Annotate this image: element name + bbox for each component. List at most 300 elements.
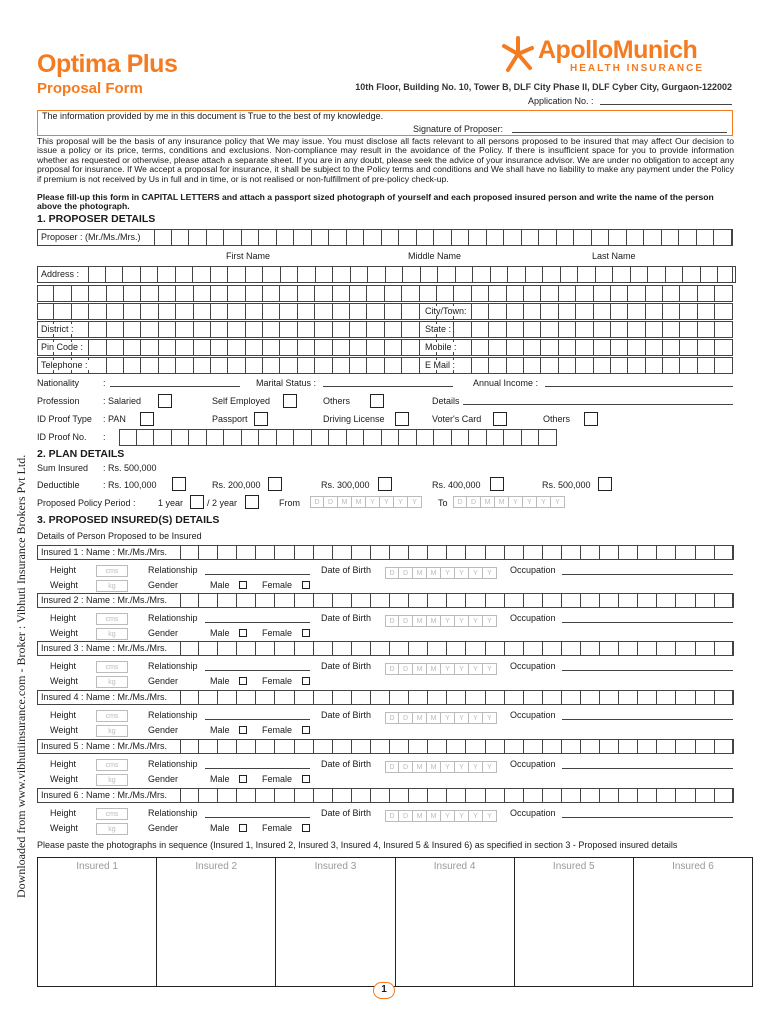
grid-cell[interactable] [37, 303, 54, 320]
grid-cell[interactable] [472, 339, 489, 356]
grid-cell[interactable] [390, 545, 409, 560]
grid-cell[interactable] [486, 788, 505, 803]
grid-cell[interactable] [402, 321, 419, 338]
grid-cell[interactable] [559, 303, 576, 320]
grid-cell[interactable] [524, 788, 543, 803]
grid-cell[interactable] [176, 285, 193, 302]
grid-cell[interactable] [718, 266, 736, 283]
grid-cell[interactable] [176, 321, 193, 338]
grid-cell[interactable] [619, 690, 638, 705]
grid-cell[interactable] [329, 229, 347, 246]
date-cell[interactable]: Y [469, 567, 483, 579]
grid-cell[interactable] [505, 739, 524, 754]
grid-cell[interactable] [189, 429, 207, 446]
grid-cell[interactable] [141, 321, 158, 338]
address-grid-2[interactable] [37, 285, 733, 302]
grid-cell[interactable] [207, 229, 225, 246]
details-field[interactable] [463, 404, 733, 405]
occupation-field[interactable] [562, 622, 733, 623]
grid-cell[interactable] [364, 229, 382, 246]
height-field[interactable]: cms [96, 661, 128, 673]
grid-cell[interactable] [487, 229, 505, 246]
grid-cell[interactable] [172, 429, 190, 446]
grid-cell[interactable] [420, 285, 437, 302]
grid-cell[interactable] [486, 545, 505, 560]
grid-cell[interactable] [662, 229, 680, 246]
grid-cell[interactable] [294, 429, 312, 446]
grid-cell[interactable] [428, 690, 447, 705]
grid-cell[interactable] [507, 321, 524, 338]
grid-cell[interactable] [333, 641, 352, 656]
grid-cell[interactable] [657, 739, 676, 754]
dob-field[interactable] [385, 663, 497, 675]
grid-cell[interactable] [180, 788, 199, 803]
grid-cell[interactable] [312, 429, 330, 446]
grid-cell[interactable] [180, 641, 199, 656]
grid-cell[interactable] [277, 429, 295, 446]
grid-cell[interactable] [562, 788, 581, 803]
grid-cell[interactable] [657, 545, 676, 560]
grid-cell[interactable] [329, 429, 347, 446]
grid-cell[interactable] [367, 285, 384, 302]
grid-cell[interactable] [315, 357, 332, 374]
grid-cell[interactable] [224, 229, 242, 246]
grid-cell[interactable] [367, 303, 384, 320]
grid-cell[interactable] [715, 788, 734, 803]
grid-cell[interactable] [295, 545, 314, 560]
grid-cell[interactable] [456, 266, 474, 283]
grid-cell[interactable] [697, 229, 715, 246]
grid-cell[interactable] [539, 429, 557, 446]
grid-cell[interactable] [421, 266, 439, 283]
grid-cell[interactable] [543, 545, 562, 560]
male-checkbox[interactable] [239, 581, 247, 589]
grid-cell[interactable] [541, 285, 558, 302]
date-cell[interactable]: Y [483, 567, 497, 579]
relationship-field[interactable] [205, 817, 310, 818]
grid-cell[interactable] [489, 303, 506, 320]
date-cell[interactable]: Y [441, 761, 455, 773]
grid-cell[interactable] [180, 690, 199, 705]
grid-cell[interactable] [371, 690, 390, 705]
signature-field[interactable] [512, 132, 727, 133]
grid-cell[interactable] [447, 545, 466, 560]
grid-cell[interactable] [172, 229, 190, 246]
date-cell[interactable]: M [427, 615, 441, 627]
grid-cell[interactable] [559, 285, 576, 302]
grid-cell[interactable] [466, 739, 485, 754]
grid-cell[interactable] [504, 229, 522, 246]
grid-cell[interactable] [581, 690, 600, 705]
grid-cell[interactable] [333, 739, 352, 754]
driving-license-checkbox[interactable] [395, 412, 409, 426]
marital-status-field[interactable] [323, 386, 453, 387]
date-cell[interactable]: Y [523, 496, 537, 508]
grid-cell[interactable] [385, 321, 402, 338]
height-field[interactable]: cms [96, 710, 128, 722]
grid-cell[interactable] [371, 593, 390, 608]
grid-cell[interactable] [314, 545, 333, 560]
grid-cell[interactable] [367, 357, 384, 374]
date-cell[interactable]: Y [366, 496, 380, 508]
grid-cell[interactable] [159, 357, 176, 374]
grid-cell[interactable] [628, 303, 645, 320]
grid-cell[interactable] [218, 641, 237, 656]
grid-cell[interactable] [237, 739, 256, 754]
grid-cell[interactable] [663, 285, 680, 302]
grid-cell[interactable] [524, 357, 541, 374]
grid-cell[interactable] [466, 788, 485, 803]
grid-cell[interactable] [486, 690, 505, 705]
grid-cell[interactable] [199, 593, 218, 608]
grid-cell[interactable] [218, 545, 237, 560]
grid-cell[interactable] [298, 339, 315, 356]
occupation-field[interactable] [562, 817, 733, 818]
grid-cell[interactable] [124, 321, 141, 338]
grid-cell[interactable] [333, 339, 350, 356]
grid-cell[interactable] [611, 357, 628, 374]
grid-cell[interactable] [715, 641, 734, 656]
grid-cell[interactable] [314, 739, 333, 754]
grid-cell[interactable] [676, 739, 695, 754]
date-cell[interactable]: Y [483, 615, 497, 627]
grid-cell[interactable] [180, 545, 199, 560]
grid-cell[interactable] [524, 593, 543, 608]
grid-cell[interactable] [385, 285, 402, 302]
grid-cell[interactable] [594, 339, 611, 356]
grid-cell[interactable] [541, 339, 558, 356]
grid-cell[interactable] [447, 641, 466, 656]
grid-cell[interactable] [594, 321, 611, 338]
photo-box[interactable]: Insured 1 [76, 861, 118, 872]
relationship-field[interactable] [205, 670, 310, 671]
dob-field[interactable] [385, 761, 497, 773]
grid-cell[interactable] [559, 339, 576, 356]
grid-cell[interactable] [199, 788, 218, 803]
grid-cell[interactable] [89, 339, 106, 356]
date-cell[interactable]: M [352, 496, 366, 508]
grid-cell[interactable] [505, 641, 524, 656]
grid-cell[interactable] [663, 321, 680, 338]
grid-cell[interactable] [524, 339, 541, 356]
grid-cell[interactable] [54, 303, 71, 320]
grid-cell[interactable] [539, 229, 557, 246]
date-cell[interactable]: Y [483, 810, 497, 822]
female-checkbox[interactable] [302, 726, 310, 734]
date-cell[interactable]: Y [455, 663, 469, 675]
grid-cell[interactable] [628, 321, 645, 338]
grid-cell[interactable] [259, 429, 277, 446]
self-employed-checkbox[interactable] [283, 394, 297, 408]
grid-cell[interactable] [72, 285, 89, 302]
grid-cell[interactable] [312, 229, 330, 246]
grid-cell[interactable] [663, 357, 680, 374]
grid-cell[interactable] [696, 788, 715, 803]
voters-card-checkbox[interactable] [493, 412, 507, 426]
grid-cell[interactable] [409, 788, 428, 803]
date-cell[interactable]: Y [537, 496, 551, 508]
nationality-field[interactable] [110, 386, 240, 387]
grid-cell[interactable] [487, 429, 505, 446]
grid-cell[interactable] [619, 788, 638, 803]
date-cell[interactable]: M [413, 663, 427, 675]
grid-cell[interactable] [576, 339, 593, 356]
date-cell[interactable]: Y [551, 496, 565, 508]
grid-cell[interactable] [189, 229, 207, 246]
deductible-100k-checkbox[interactable] [172, 477, 186, 491]
grid-cell[interactable] [454, 321, 471, 338]
date-cell[interactable]: Y [483, 761, 497, 773]
grid-cell[interactable] [454, 339, 471, 356]
grid-cell[interactable] [466, 593, 485, 608]
grid-cell[interactable] [390, 641, 409, 656]
grid-cell[interactable] [619, 593, 638, 608]
grid-cell[interactable] [714, 229, 732, 246]
grid-cell[interactable] [72, 303, 89, 320]
date-cell[interactable]: D [399, 663, 413, 675]
grid-cell[interactable] [211, 357, 228, 374]
grid-cell[interactable] [454, 285, 471, 302]
grid-cell[interactable] [368, 266, 386, 283]
relationship-field[interactable] [205, 719, 310, 720]
grid-cell[interactable] [543, 788, 562, 803]
grid-cell[interactable] [333, 545, 352, 560]
grid-cell[interactable] [472, 357, 489, 374]
grid-cell[interactable] [631, 266, 649, 283]
grid-cell[interactable] [333, 266, 351, 283]
grid-cell[interactable] [559, 321, 576, 338]
grid-cell[interactable] [275, 545, 294, 560]
grid-cell[interactable] [402, 339, 419, 356]
deductible-300k-checkbox[interactable] [378, 477, 392, 491]
height-field[interactable]: cms [96, 613, 128, 625]
grid-cell[interactable] [352, 641, 371, 656]
grid-cell[interactable] [107, 303, 124, 320]
grid-cell[interactable] [581, 593, 600, 608]
date-cell[interactable]: Y [509, 496, 523, 508]
photo-box[interactable]: Insured 6 [633, 858, 752, 986]
date-cell[interactable]: Y [441, 615, 455, 627]
grid-cell[interactable] [350, 321, 367, 338]
grid-cell[interactable] [246, 339, 263, 356]
insured-name-grid[interactable] [180, 788, 734, 803]
grid-cell[interactable] [315, 321, 332, 338]
grid-cell[interactable] [218, 788, 237, 803]
grid-cell[interactable] [627, 229, 645, 246]
grid-cell[interactable] [295, 788, 314, 803]
occupation-field[interactable] [562, 768, 733, 769]
grid-cell[interactable] [696, 690, 715, 705]
grid-cell[interactable] [646, 357, 663, 374]
date-cell[interactable]: Y [455, 615, 469, 627]
grid-cell[interactable] [657, 690, 676, 705]
grid-cell[interactable] [507, 303, 524, 320]
grid-cell[interactable] [333, 357, 350, 374]
grid-cell[interactable] [715, 285, 732, 302]
date-cell[interactable]: D [310, 496, 324, 508]
grid-cell[interactable] [403, 266, 421, 283]
pin-grid[interactable] [37, 339, 733, 356]
grid-cell[interactable] [386, 266, 404, 283]
grid-cell[interactable] [505, 690, 524, 705]
grid-cell[interactable] [638, 641, 657, 656]
grid-cell[interactable] [638, 739, 657, 754]
address-grid-3[interactable] [37, 303, 733, 320]
grid-cell[interactable] [390, 739, 409, 754]
grid-cell[interactable] [316, 266, 334, 283]
grid-cell[interactable] [600, 739, 619, 754]
grid-cell[interactable] [437, 285, 454, 302]
grid-cell[interactable] [680, 321, 697, 338]
grid-cell[interactable] [371, 788, 390, 803]
grid-cell[interactable] [409, 690, 428, 705]
grid-cell[interactable] [107, 285, 124, 302]
grid-cell[interactable] [489, 357, 506, 374]
grid-cell[interactable] [676, 690, 695, 705]
grid-cell[interactable] [263, 339, 280, 356]
grid-cell[interactable] [199, 739, 218, 754]
grid-cell[interactable] [207, 429, 225, 446]
grid-cell[interactable] [680, 285, 697, 302]
grid-cell[interactable] [89, 357, 106, 374]
weight-field[interactable]: kg [96, 725, 128, 737]
grid-cell[interactable] [611, 339, 628, 356]
grid-cell[interactable] [176, 357, 193, 374]
grid-cell[interactable] [211, 303, 228, 320]
grid-cell[interactable] [141, 339, 158, 356]
telephone-grid[interactable] [37, 357, 733, 374]
grid-cell[interactable] [280, 285, 297, 302]
grid-cell[interactable] [154, 229, 172, 246]
grid-cell[interactable] [600, 788, 619, 803]
female-checkbox[interactable] [302, 629, 310, 637]
grid-cell[interactable] [524, 303, 541, 320]
profession-others-checkbox[interactable] [370, 394, 384, 408]
grid-cell[interactable] [228, 321, 245, 338]
grid-cell[interactable] [417, 429, 435, 446]
grid-cell[interactable] [277, 229, 295, 246]
grid-cell[interactable] [263, 321, 280, 338]
grid-cell[interactable] [696, 739, 715, 754]
date-cell[interactable]: Y [441, 663, 455, 675]
grid-cell[interactable] [524, 321, 541, 338]
photo-box[interactable]: Insured 4 [395, 858, 514, 986]
grid-cell[interactable] [701, 266, 719, 283]
grid-cell[interactable] [224, 429, 242, 446]
date-cell[interactable]: M [413, 567, 427, 579]
grid-cell[interactable] [228, 303, 245, 320]
grid-cell[interactable] [676, 545, 695, 560]
grid-cell[interactable] [648, 266, 666, 283]
grid-cell[interactable] [600, 690, 619, 705]
grid-cell[interactable] [352, 788, 371, 803]
grid-cell[interactable] [657, 788, 676, 803]
date-cell[interactable]: D [399, 567, 413, 579]
grid-cell[interactable] [680, 357, 697, 374]
grid-cell[interactable] [295, 690, 314, 705]
date-cell[interactable]: Y [455, 567, 469, 579]
grid-cell[interactable] [628, 357, 645, 374]
grid-cell[interactable] [295, 739, 314, 754]
grid-cell[interactable] [576, 303, 593, 320]
grid-cell[interactable] [298, 321, 315, 338]
grid-cell[interactable] [698, 321, 715, 338]
grid-cell[interactable] [409, 739, 428, 754]
grid-cell[interactable] [486, 641, 505, 656]
grid-cell[interactable] [237, 690, 256, 705]
insured-name-grid[interactable] [180, 690, 734, 705]
grid-cell[interactable] [592, 229, 610, 246]
grid-cell[interactable] [371, 545, 390, 560]
grid-cell[interactable] [315, 303, 332, 320]
grid-cell[interactable] [89, 285, 106, 302]
grid-cell[interactable] [123, 266, 141, 283]
grid-cell[interactable] [524, 641, 543, 656]
grid-cell[interactable] [371, 641, 390, 656]
height-field[interactable]: cms [96, 808, 128, 820]
grid-cell[interactable] [541, 303, 558, 320]
grid-cell[interactable] [466, 641, 485, 656]
grid-cell[interactable] [218, 593, 237, 608]
date-cell[interactable]: D [399, 615, 413, 627]
grid-cell[interactable] [663, 303, 680, 320]
grid-cell[interactable] [298, 285, 315, 302]
grid-cell[interactable] [628, 339, 645, 356]
grid-cell[interactable] [399, 229, 417, 246]
grid-cell[interactable] [385, 303, 402, 320]
grid-cell[interactable] [315, 339, 332, 356]
dob-field[interactable] [385, 615, 497, 627]
grid-cell[interactable] [350, 339, 367, 356]
grid-cell[interactable] [628, 285, 645, 302]
grid-cell[interactable] [242, 229, 260, 246]
grid-cell[interactable] [562, 690, 581, 705]
grid-cell[interactable] [619, 545, 638, 560]
grid-cell[interactable] [409, 545, 428, 560]
grid-cell[interactable] [228, 285, 245, 302]
grid-cell[interactable] [315, 285, 332, 302]
female-checkbox[interactable] [302, 677, 310, 685]
grid-cell[interactable] [352, 545, 371, 560]
grid-cell[interactable] [382, 229, 400, 246]
grid-cell[interactable] [541, 321, 558, 338]
grid-cell[interactable] [402, 285, 419, 302]
grid-cell[interactable] [715, 739, 734, 754]
grid-cell[interactable] [715, 357, 732, 374]
grid-cell[interactable] [280, 357, 297, 374]
grid-cell[interactable] [314, 593, 333, 608]
date-cell[interactable]: D [385, 615, 399, 627]
grid-cell[interactable] [351, 266, 369, 283]
grid-cell[interactable] [472, 303, 489, 320]
grid-cell[interactable] [505, 545, 524, 560]
date-cell[interactable]: Y [469, 761, 483, 773]
grid-cell[interactable] [638, 788, 657, 803]
grid-cell[interactable] [256, 545, 275, 560]
district-grid[interactable] [37, 321, 733, 338]
grid-cell[interactable] [447, 739, 466, 754]
grid-cell[interactable] [37, 285, 54, 302]
date-cell[interactable]: D [399, 761, 413, 773]
grid-cell[interactable] [619, 739, 638, 754]
grid-cell[interactable] [505, 593, 524, 608]
grid-cell[interactable] [194, 321, 211, 338]
grid-cell[interactable] [452, 429, 470, 446]
grid-cell[interactable] [237, 593, 256, 608]
grid-cell[interactable] [491, 266, 509, 283]
grid-cell[interactable] [246, 321, 263, 338]
date-cell[interactable]: Y [469, 615, 483, 627]
